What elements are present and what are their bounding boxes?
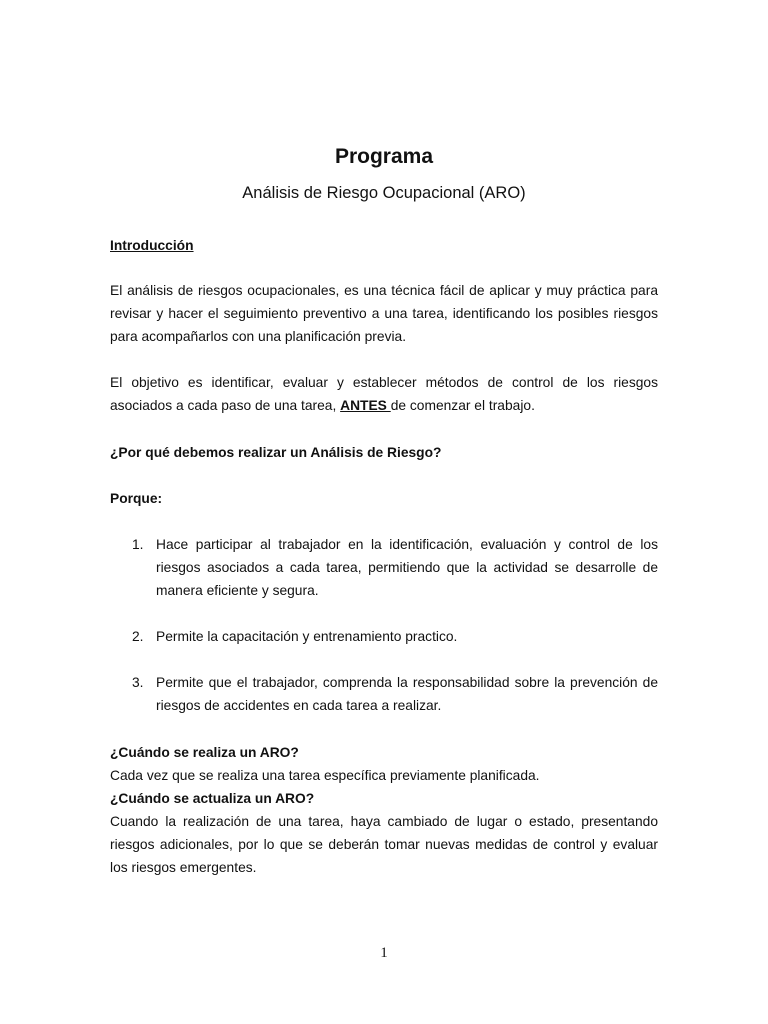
list-item (110, 671, 658, 717)
list-item-text: Permite que el trabajador, comprenda la responsabilidad sobre la prevención de riesgos de accidentes en cada tarea a realizar. (156, 675, 658, 713)
why-question: ¿Por qué debemos realizar un Análisis de Riesgo? (110, 445, 442, 460)
list-item (110, 533, 658, 602)
intro-paragraph-1: El análisis de riesgos ocupacionales, es una técnica fácil de aplicar y muy práctica para revisar y hacer el seguimiento preventivo a una tarea, identificando los posibles riesgos para acompañarlos con una planificación previa. (110, 283, 658, 344)
list-item-text: Permite la capacitación y entrenamiento practico. (156, 629, 458, 644)
page-number: 1 (380, 945, 388, 961)
intro-heading-text: Introducción (110, 238, 194, 253)
intro-p2-before: El objetivo es identificar, evaluar y establecer métodos de control de los riesgos asociados a cada paso de una tarea, (110, 375, 658, 413)
update-question: ¿Cuándo se actualiza un ARO? (110, 791, 315, 806)
list-item-number: 3. (132, 675, 144, 690)
update-answer: Cuando la realización de una tarea, haya cambiado de lugar o estado, presentando riesgos adicionales, por lo que se deberán tomar nuevas medidas de control y evaluar los riesgos emergentes. (110, 814, 658, 875)
list-item-number: 2. (132, 629, 144, 644)
intro-heading (110, 234, 658, 257)
document-title: Programa (334, 145, 434, 168)
because-label: Porque: (110, 491, 163, 506)
list-item-number: 1. (132, 537, 144, 552)
document-subtitle: Análisis de Riesgo Ocupacional (ARO) (242, 184, 526, 202)
list-item (110, 625, 658, 648)
list-item-text: Hace participar al trabajador en la identificación, evaluación y control de los riesgos asociados a cada tarea, permitiendo que la actividad se desarrolle de manera eficiente y segura. (156, 537, 658, 598)
when-question: ¿Cuándo se realiza un ARO? (110, 745, 299, 760)
antes-emphasis: ANTES (340, 398, 391, 413)
intro-p2-after: de comenzar el trabajo. (390, 398, 535, 413)
when-answer: Cada vez que se realiza una tarea específica previamente planificada. (110, 768, 540, 783)
intro-paragraph-2 (110, 371, 658, 417)
